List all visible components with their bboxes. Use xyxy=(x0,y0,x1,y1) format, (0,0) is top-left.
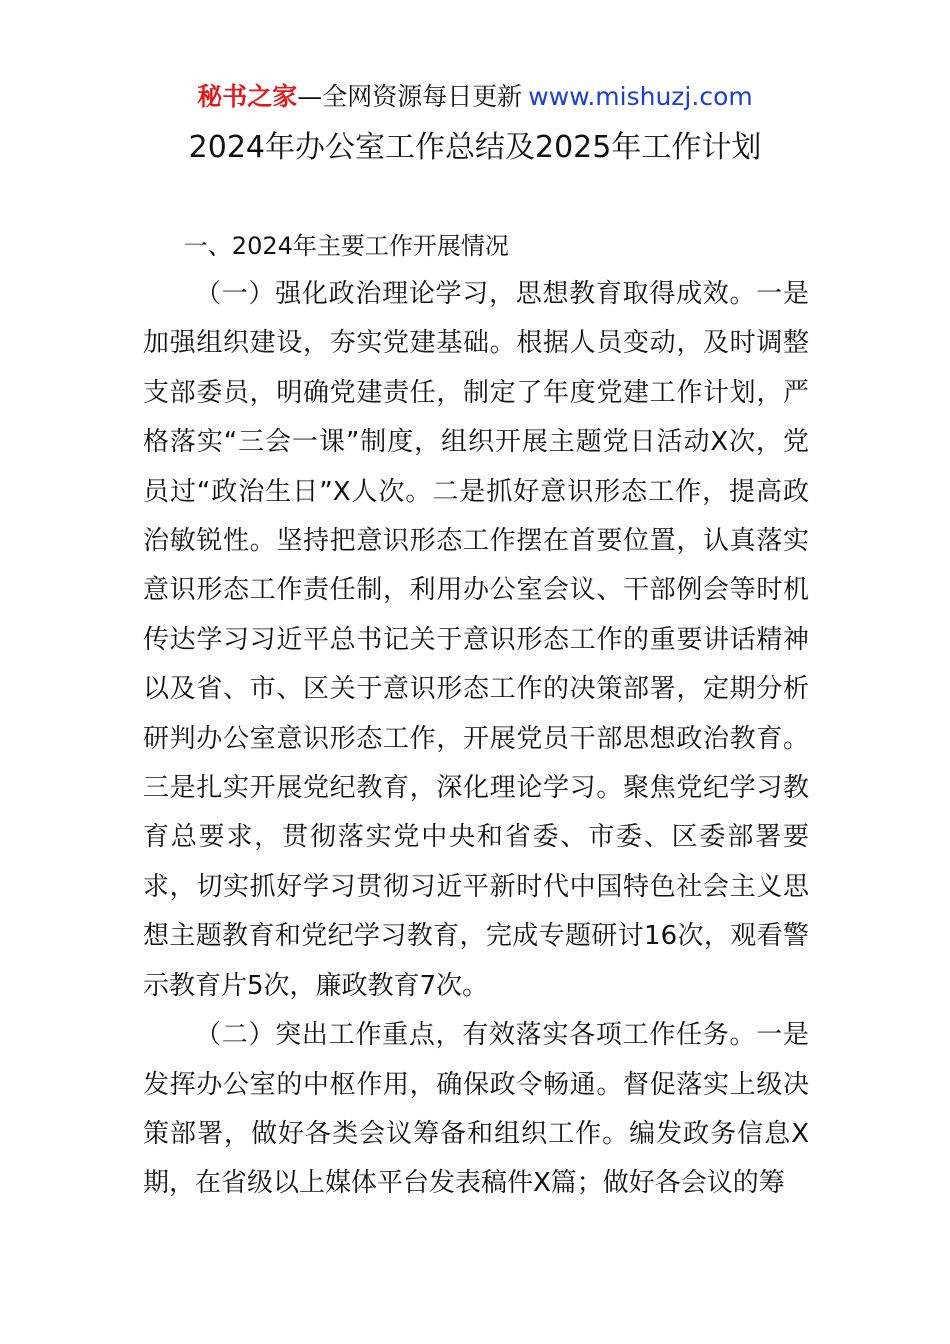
site-banner xyxy=(0,80,950,114)
paragraph-2: （二）突出工作重点，有效落实各项工作任务。一是发挥办公室的中枢作用，确保政令畅通。督促落实上级决策部署，做好各类会议筹备和组织工作。编发政务信息X期，在省级以上媒体平台发表稿件X篇；做好各会议的筹 xyxy=(143,1020,809,1199)
banner-tagline: —全网资源每日更新 xyxy=(297,82,523,111)
document-body xyxy=(143,226,809,1209)
site-url[interactable]: www.mishuzj.com xyxy=(528,82,753,111)
brand-name: 秘书之家 xyxy=(197,82,298,111)
section-heading: 一、2024年主要工作开展情况 xyxy=(183,232,509,260)
document-title: 2024年办公室工作总结及2025年工作计划 xyxy=(188,130,762,165)
paragraph-1: （一）强化政治理论学习，思想教育取得成效。一是加强组织建设，夯实党建基础。根据人员变动，及时调整支部委员，明确党建责任，制定了年度党建工作计划，严格落实“三会一课”制度，组织开展主题党日活动X次，党员过“政治生日”X人次。二是抓好意识形态工作，提高政治敏锐性。坚持把意识形态工作摆在首要位置，认真落实意识形态工作责任制，利用办公室会议、干部例会等时机传达学习习近平总书记关于意识形态工作的重要讲话精神以及省、市、区关于意识形态工作的决策部署，定期分析研判办公室意识形态工作，开展党员干部思想政治教育。三是扎实开展党纪教育，深化理论学习。聚焦党纪学习教育总要求，贯彻落实党中央和省委、市委、区委部署要求，切实抓好学习贯彻习近平新时代中国特色社会主义思想主题教育和党纪学习教育，完成专题研讨16次，观看警示教育片5次，廉政教育7次。 xyxy=(143,279,809,1001)
